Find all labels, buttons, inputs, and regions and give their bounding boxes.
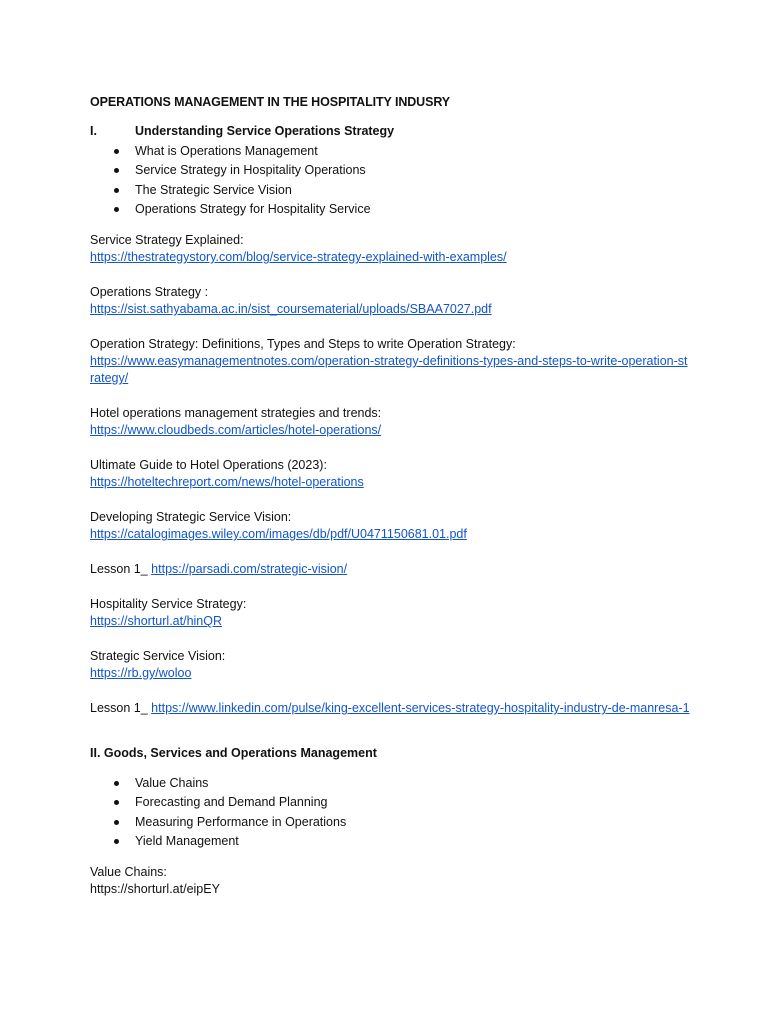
- reference-link[interactable]: https://www.cloudbeds.com/articles/hotel-operations/: [90, 423, 382, 438]
- reference-link[interactable]: https://rb.gy/woloo: [90, 666, 192, 681]
- reference-label: Hospitality Service Strategy:: [90, 597, 247, 612]
- section-1-title: Understanding Service Operations Strategy: [135, 124, 395, 138]
- reference-label: Operations Strategy :: [90, 285, 209, 300]
- reference-lesson-1-parsadi: [90, 561, 690, 578]
- reference-hospitality-service-strategy: [90, 596, 690, 630]
- list-item: Operations Strategy for Hospitality Service: [90, 200, 690, 219]
- reference-link[interactable]: https://www.easymanagementnotes.com/operation-strategy-definitions-types-and-steps-to-write-operation-strategy/: [90, 354, 688, 386]
- reference-value-chains: [90, 864, 690, 898]
- list-item: Yield Management: [90, 832, 690, 851]
- section-2-bullet-list: [90, 774, 690, 851]
- reference-operation-strategy-definitions: [90, 336, 690, 387]
- list-item: The Strategic Service Vision: [90, 181, 690, 200]
- section-2-heading: [90, 745, 690, 761]
- reference-label: Strategic Service Vision:: [90, 649, 226, 664]
- reference-label: Developing Strategic Service Vision:: [90, 510, 292, 525]
- reference-link[interactable]: https://catalogimages.wiley.com/images/db/pdf/U0471150681.01.pdf: [90, 527, 467, 542]
- section-1-number: I.: [90, 124, 97, 138]
- list-item: Measuring Performance in Operations: [90, 813, 690, 832]
- reference-label: Lesson 1_: [90, 562, 152, 577]
- reference-link[interactable]: https://shorturl.at/hinQR: [90, 614, 223, 629]
- reference-label: Hotel operations management strategies and trends:: [90, 406, 382, 421]
- reference-ultimate-guide-hotel-operations: [90, 457, 690, 491]
- section-2-title: II. Goods, Services and Operations Management: [90, 746, 377, 761]
- section-1-bullet-list: [90, 142, 690, 219]
- reference-link[interactable]: https://hoteltechreport.com/news/hotel-operations: [90, 475, 364, 490]
- list-item: Service Strategy in Hospitality Operations: [90, 161, 690, 180]
- reference-label: Operation Strategy: Definitions, Types and Steps to write Operation Strategy:: [90, 337, 516, 352]
- document-page: [90, 94, 690, 916]
- reference-strategic-service-vision: [90, 648, 690, 682]
- reference-link[interactable]: https://sist.sathyabama.ac.in/sist_coursematerial/uploads/SBAA7027.pdf: [90, 302, 492, 317]
- reference-link[interactable]: https://www.linkedin.com/pulse/king-excellent-services-strategy-hospitality-industry-de-manresa-1: [151, 701, 690, 716]
- document-title: OPERATIONS MANAGEMENT IN THE HOSPITALITY INDUSRY: [90, 95, 451, 109]
- section-1-heading: [90, 123, 690, 139]
- reference-label: Ultimate Guide to Hotel Operations (2023):: [90, 458, 327, 473]
- reference-url-text: https://shorturl.at/eipEY: [90, 882, 220, 897]
- reference-label: Service Strategy Explained:: [90, 233, 244, 248]
- reference-developing-strategic-service-vision: [90, 509, 690, 543]
- list-item: What is Operations Management: [90, 142, 690, 161]
- reference-link[interactable]: https://parsadi.com/strategic-vision/: [151, 562, 348, 577]
- reference-operations-strategy: [90, 284, 690, 318]
- list-item: Value Chains: [90, 774, 690, 793]
- reference-label: Value Chains:: [90, 865, 167, 880]
- reference-link[interactable]: https://thestrategystory.com/blog/service-strategy-explained-with-examples/: [90, 250, 507, 265]
- reference-lesson-1-linkedin: [90, 700, 690, 717]
- list-item: Forecasting and Demand Planning: [90, 793, 690, 812]
- reference-hotel-operations-management: [90, 405, 690, 439]
- reference-service-strategy-explained: [90, 232, 690, 266]
- reference-label: Lesson 1_: [90, 701, 152, 716]
